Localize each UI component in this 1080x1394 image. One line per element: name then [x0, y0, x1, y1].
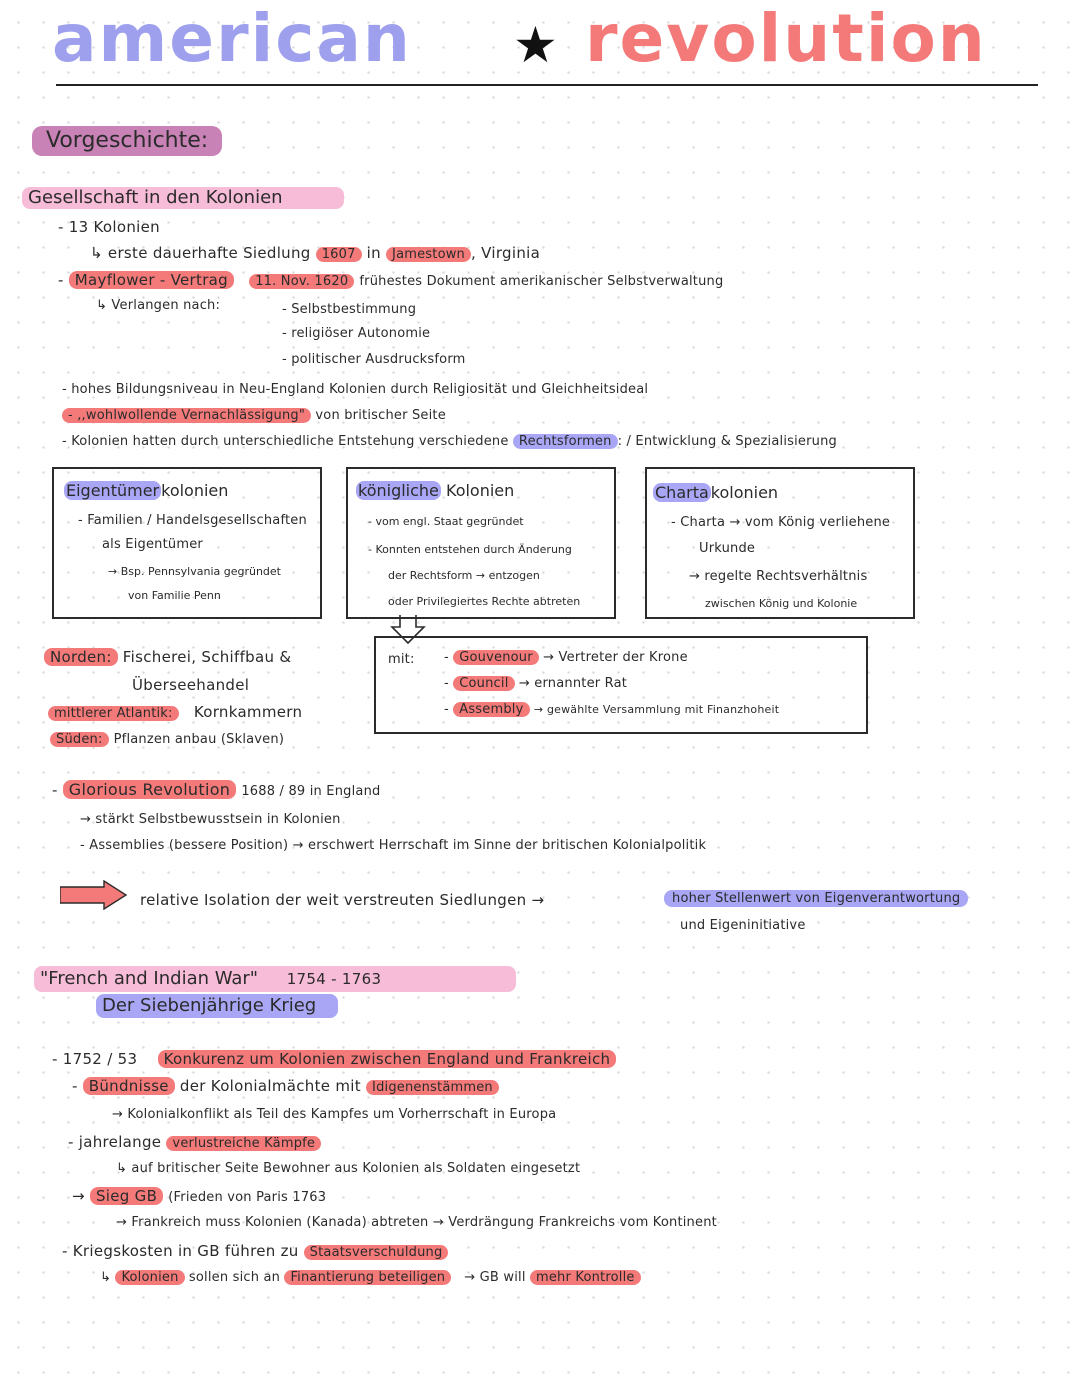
title-american: american	[52, 0, 412, 77]
assembly: Assembly	[453, 702, 529, 717]
text: ↳	[100, 1270, 112, 1285]
glorious-revolution: Glorious Revolution	[63, 780, 236, 799]
line-assemblies: - Assemblies (bessere Position) → erschwert Herrschaft im Sinne der britischen Kolonialpolitik	[80, 838, 707, 853]
text: Kolonien	[446, 481, 515, 500]
star-icon: ★	[513, 16, 558, 74]
box3-line3: → regelte Rechtsverhältnis	[689, 569, 868, 584]
buendnisse: Bündnisse	[83, 1077, 175, 1095]
text: → ernannter Rat	[518, 676, 628, 691]
text: kolonien	[161, 481, 229, 500]
war-dates: 1754 - 1763	[286, 970, 382, 988]
box-mit	[374, 636, 868, 734]
line-13-kolonien: - 13 Kolonien	[58, 218, 160, 236]
region-sueden	[50, 729, 284, 747]
text: - Kolonien hatten durch unterschiedliche Entstehung verschiedene	[62, 434, 509, 449]
line-buendnisse: - Bündnisse der Kolonialmächte mit Idigenenstämmen	[72, 1077, 499, 1095]
line-selbstbestimmung: - Selbstbestimmung	[282, 302, 417, 317]
wohlwollende-vernachlaessigung: - ,,wohlwollende Vernachlässigung"	[62, 408, 311, 423]
region-mittlerer-atlantik	[48, 703, 302, 721]
line-wohlwollende	[62, 408, 446, 423]
region-norden-line2: Überseehandel	[132, 676, 250, 694]
line-selbstbewusstsein: → stärkt Selbstbewusstsein in Kolonien	[80, 812, 341, 827]
text: in	[366, 244, 381, 262]
box3-line2: Urkunde	[699, 541, 756, 556]
text: der Kolonialmächte mit	[179, 1077, 361, 1095]
text: ↳ erste dauerhafte Siedlung	[90, 244, 311, 262]
box2-line2: - Konnten entstehen durch Änderung	[368, 543, 572, 556]
text: Pflanzen anbau (Sklaven)	[113, 732, 285, 747]
eigentuemer: Eigentümer	[66, 481, 160, 500]
line-politischer: - politischer Ausdrucksform	[282, 352, 466, 367]
text: Fischerei, Schiffbau &	[122, 648, 292, 666]
mit-row3: - Assembly → gewählte Versammlung mit Finanzhoheit	[444, 702, 780, 717]
line-sieg	[72, 1187, 326, 1205]
line-jahrelange	[68, 1133, 321, 1151]
box-chartakolonien	[645, 467, 915, 619]
line-kriegskosten	[62, 1242, 448, 1260]
gouvenour: Gouvenour	[453, 650, 539, 665]
box1-line4: von Familie Penn	[128, 589, 221, 602]
norden-label: Norden:	[44, 648, 118, 666]
section-heading-vorgeschichte: Vorgeschichte:	[32, 126, 222, 156]
war-subtitle: Der Siebenjährige Krieg	[96, 994, 338, 1018]
line-britischer-seite: ↳ auf britischer Seite Bewohner aus Kolonien als Soldaten eingesetzt	[116, 1161, 581, 1176]
title-revolution: revolution	[585, 0, 987, 77]
text: 1688 / 89 in England	[241, 784, 381, 799]
box3-heading	[653, 483, 778, 502]
subheading-gesellschaft: Gesellschaft in den Kolonien	[22, 187, 344, 209]
line-eigeninitiative: und Eigeninitiative	[680, 918, 806, 933]
line-isolation: relative Isolation der weit verstreuten Siedlungen →	[140, 891, 545, 909]
box3-line4: zwischen König und Kolonie	[705, 597, 858, 610]
verlustreiche-kaempfe: verlustreiche Kämpfe	[166, 1136, 321, 1151]
konkurenz: Konkurenz um Kolonien zwischen England und Frankreich	[158, 1050, 617, 1068]
text: frühestes Dokument amerikanischer Selbstverwaltung	[359, 274, 724, 289]
kolonien: Kolonien	[115, 1270, 184, 1285]
line-mayflower: - Mayflower - Vertrag 11. Nov. 1620 frühestes Dokument amerikanischer Selbstverwaltung	[58, 271, 724, 289]
box1-line2: als Eigentümer	[102, 537, 203, 552]
box1-line3: → Bsp. Pennsylvania gegründet	[108, 565, 281, 578]
indigenenstaemmen: Idigenenstämmen	[366, 1080, 499, 1095]
finantierung-beteiligen: Finantierung beteiligen	[284, 1270, 451, 1285]
text: Kornkammern	[193, 703, 303, 721]
council: Council	[453, 676, 514, 691]
sueden-label: Süden:	[50, 732, 109, 747]
sieg-gb: Sieg GB	[90, 1187, 163, 1205]
mit-row2: - Council → ernannter Rat	[444, 676, 628, 691]
war-title-line	[34, 966, 516, 992]
text: (Frieden von Paris 1763	[168, 1190, 327, 1205]
line-kolonialkonflikt: → Kolonialkonflikt als Teil des Kampfes um Vorherrschaft in Europa	[112, 1107, 557, 1122]
eigenverantwortung-hl	[664, 891, 968, 906]
staatsverschuldung: Staatsverschuldung	[304, 1245, 449, 1260]
text: - Kriegskosten in GB führen zu	[62, 1242, 299, 1260]
title-underline	[56, 84, 1038, 86]
box2-line3: der Rechtsform → entzogen	[388, 569, 540, 582]
line-religioeser: - religiöser Autonomie	[282, 326, 431, 341]
rechtsformen: Rechtsformen	[513, 434, 618, 449]
mit-label: mit:	[388, 652, 415, 667]
war-title: "French and Indian War"	[40, 968, 259, 989]
implies-arrow-icon	[60, 880, 130, 910]
line-frankreich: → Frankreich muss Kolonien (Kanada) abtreten → Verdrängung Frankreichs vom Kontinent	[116, 1215, 717, 1230]
box-eigentuemerkolonien	[52, 467, 322, 619]
line-glorious: - Glorious Revolution 1688 / 89 in England	[52, 780, 381, 799]
text: → gewählte Versammlung mit Finanzhoheit	[533, 703, 780, 716]
line-verlangen: ↳ Verlangen nach:	[96, 298, 221, 313]
box2-line4: oder Privilegiertes Rechte abtreten	[388, 595, 581, 608]
box-koenigliche-kolonien	[346, 467, 616, 619]
text: - 1752 / 53	[52, 1050, 138, 1068]
date-1620: 11. Nov. 1620	[249, 274, 354, 289]
box3-line1: - Charta → vom König verliehene	[671, 515, 891, 530]
year-1607: 1607	[316, 247, 362, 262]
charta: Charta	[655, 483, 709, 502]
mit-row1: - Gouvenour → Vertreter der Krone	[444, 650, 688, 665]
box2-heading	[356, 481, 514, 500]
line-rechtsformen	[62, 434, 837, 449]
box1-heading	[64, 481, 228, 500]
hoher-stellenwert: hoher Stellenwert von Eigenverantwortung	[664, 890, 968, 907]
text: : / Entwicklung & Spezialisierung	[617, 434, 838, 449]
text: - jahrelange	[68, 1133, 162, 1151]
line-erste-siedlung	[90, 244, 540, 262]
line-1752	[52, 1050, 616, 1068]
atlantik-label: mittlerer Atlantik:	[48, 706, 179, 721]
mayflower-vertrag: Mayflower - Vertrag	[69, 271, 234, 289]
text: von britischer Seite	[315, 408, 446, 423]
text: sollen sich an	[188, 1270, 281, 1285]
text: kolonien	[710, 483, 779, 502]
text: → Vertreter der Krone	[543, 650, 688, 665]
mehr-kontrolle: mehr Kontrolle	[530, 1270, 641, 1285]
text: , Virginia	[471, 244, 541, 262]
jamestown: Jamestown	[386, 247, 471, 262]
region-norden	[44, 648, 291, 666]
box2-line1: - vom engl. Staat gegründet	[368, 515, 524, 528]
line-finanzierung	[100, 1270, 641, 1285]
text: → GB will	[464, 1270, 526, 1285]
line-bildungsniveau: - hohes Bildungsniveau in Neu-England Kolonien durch Religiosität und Gleichheitsideal	[62, 382, 649, 397]
koenigliche: königliche	[358, 481, 439, 500]
box1-line1: - Familien / Handelsgesellschaften	[78, 513, 307, 528]
text: →	[72, 1187, 85, 1205]
